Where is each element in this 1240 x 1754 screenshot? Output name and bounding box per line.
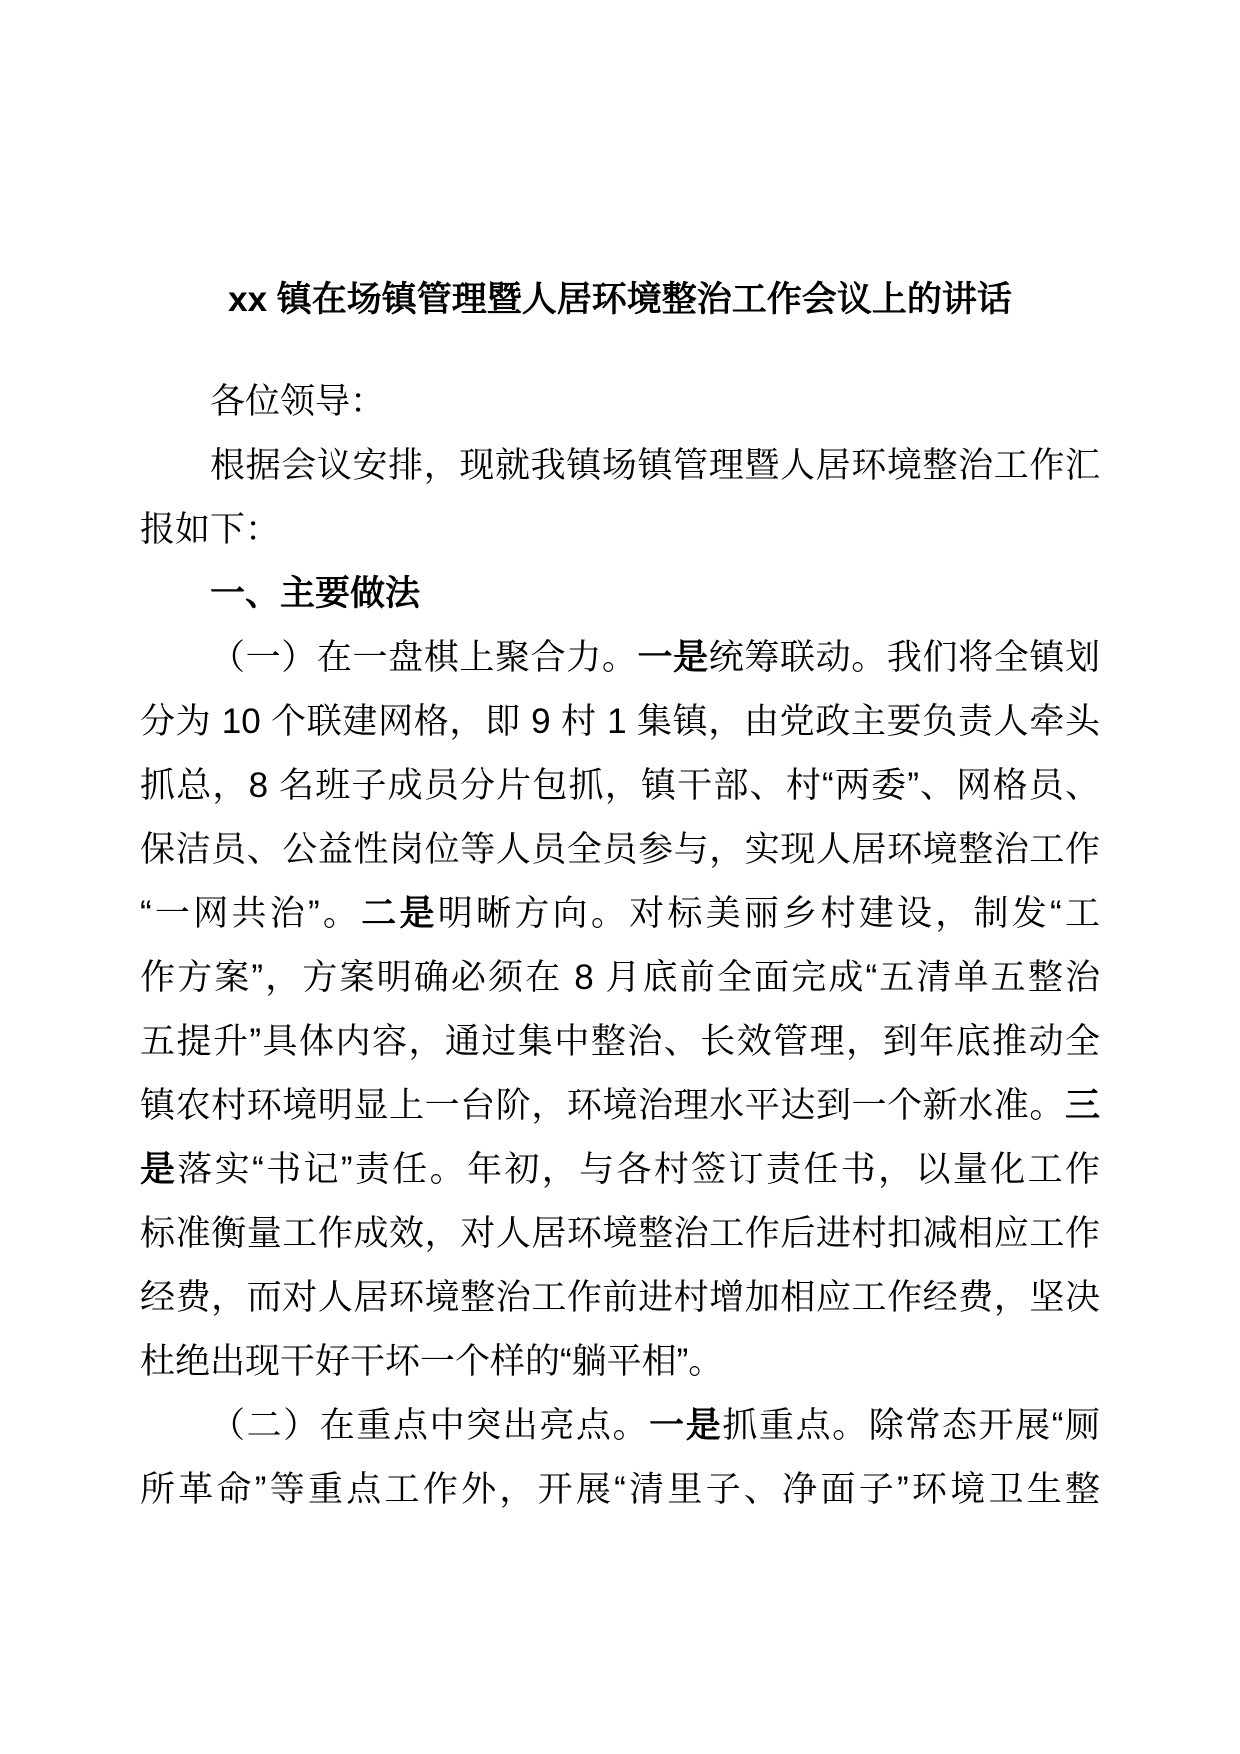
heading-run: 一、主要做法: [210, 574, 421, 613]
text-line: [140, 370, 1100, 434]
bold-run: 是: [140, 1150, 178, 1189]
text-line: [140, 1394, 1100, 1458]
text-line: [140, 1074, 1100, 1138]
text-line: [140, 1138, 1100, 1202]
text-run: 标准衡量工作成效，对人居环境整治工作后进村扣减相应工作: [140, 1214, 1100, 1253]
text-run: 报如下：: [140, 510, 281, 549]
text-line: [140, 1010, 1100, 1074]
bold-run: 一是: [637, 638, 709, 677]
text-run: 各位领导：: [210, 382, 386, 421]
text-line: [140, 946, 1100, 1010]
bold-run: 三: [1064, 1086, 1100, 1125]
text-line: [140, 1266, 1100, 1330]
document-title: xx 镇在场镇管理暨人居环境整治工作会议上的讲话: [228, 280, 1012, 319]
text-run: 经费，而对人居环境整治工作前进村增加相应工作经费，坚决: [140, 1278, 1100, 1317]
text-line: [140, 498, 1100, 562]
text-run: 保洁员、公益性岗位等人员全员参与，实现人居环境整治工作: [140, 830, 1100, 869]
text-run: 明晰方向。对标美丽乡村建设，制发“工: [437, 894, 1100, 933]
section-heading: [140, 562, 1100, 626]
text-run: 落实“书记”责任。年初，与各村签订责任书，以量化工作: [177, 1150, 1100, 1189]
text-run: “一网共治”。: [140, 894, 362, 933]
text-line: [140, 882, 1100, 946]
text-line: [140, 690, 1100, 754]
text-line: [140, 434, 1100, 498]
text-line: [140, 818, 1100, 882]
text-run: （一）在一盘棋上聚合力。: [210, 638, 638, 677]
text-line: [140, 754, 1100, 818]
text-line: [140, 626, 1100, 690]
bold-run: 二是: [361, 894, 438, 933]
text-run: 五提升”具体内容，通过集中整治、长效管理，到年底推动全: [140, 1022, 1100, 1061]
text-line: [140, 1330, 1100, 1394]
text-run: 分为 10 个联建网格，即 9 村 1 集镇，由党政主要负责人牵头: [140, 702, 1100, 741]
text-run: 根据会议安排，现就我镇场镇管理暨人居环境整治工作汇: [210, 446, 1100, 485]
text-run: 统筹联动。我们将全镇划: [708, 638, 1100, 677]
text-line: [140, 1202, 1100, 1266]
text-line: [140, 1458, 1100, 1522]
text-run: 抓重点。除常态开展“厕: [722, 1406, 1100, 1445]
text-run: 镇农村环境明显上一台阶，环境治理水平达到一个新水准。: [140, 1086, 1065, 1125]
text-run: 作方案”，方案明确必须在 8 月底前全面完成“五清单五整治: [140, 958, 1100, 997]
text-run: （二）在重点中突出亮点。: [210, 1406, 650, 1445]
text-run: 杜绝出现干好干坏一个样的“躺平相”。: [140, 1342, 724, 1381]
text-run: 抓总，8 名班子成员分片包抓，镇干部、村“两委”、网格员、: [140, 766, 1100, 805]
bold-run: 一是: [649, 1406, 723, 1445]
text-run: 所革命”等重点工作外，开展“清里子、净面子”环境卫生整: [140, 1470, 1100, 1509]
